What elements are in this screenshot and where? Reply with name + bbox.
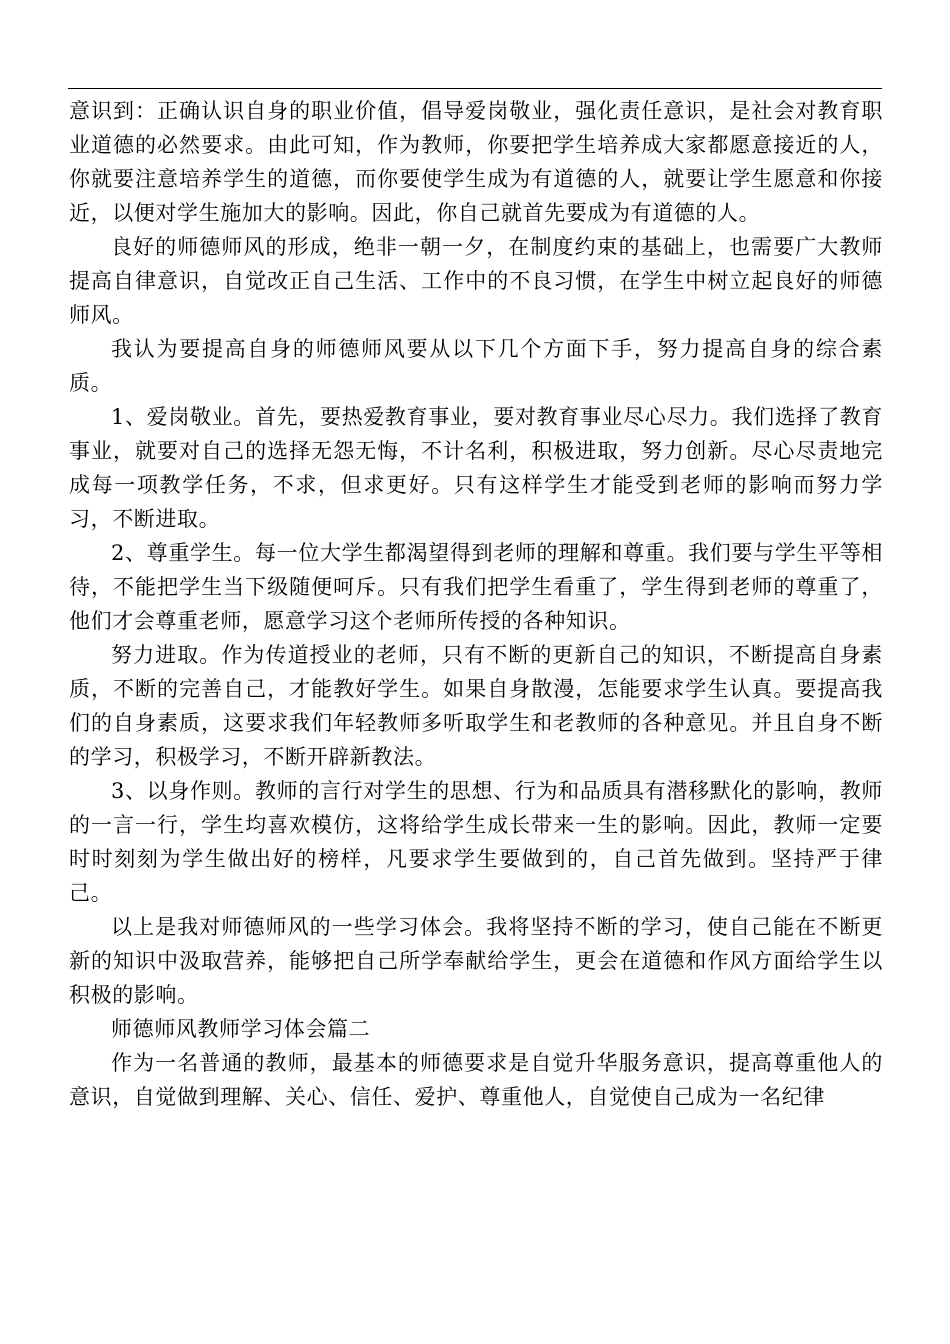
- paragraph: 以上是我对师德师风的一些学习体会。我将坚持不断的学习，使自己能在不断更新的知识中汲取营养，能够把自己所学奉献给学生，更会在道德和作风方面给学生以积极的影响。: [69, 915, 883, 1007]
- paragraph: 3、以身作则。教师的言行对学生的思想、行为和品质具有潜移默化的影响，教师的一言一行，学生均喜欢模仿，这将给学生成长带来一生的影响。因此，教师一定要时时刻刻为学生做出好的榜样，凡要求学生要做到的，自己首先做到。坚持严于律己。: [69, 779, 883, 905]
- paragraph: 努力进取。作为传道授业的老师，只有不断的更新自己的知识，不断提高自身素质，不断的完善自己，才能教好学生。如果自身散漫，怎能要求学生认真。要提高我们的自身素质，这要求我们年轻教师多听取学生和老教师的各种意见。并且自身不断的学习，积极学习，不断开辟新教法。: [69, 643, 883, 769]
- section-heading: 师德师风教师学习体会篇二: [111, 1017, 371, 1041]
- paragraph: 我认为要提高自身的师德师风要从以下几个方面下手，努力提高自身的综合素质。: [69, 337, 883, 395]
- header-rule: [68, 88, 882, 89]
- paragraph: 2、尊重学生。每一位大学生都渴望得到老师的理解和尊重。我们要与学生平等相待，不能把学生当下级随便呵斥。只有我们把学生看重了，学生得到老师的尊重了，他们才会尊重老师，愿意学习这个老师所传授的各种知识。: [69, 541, 883, 633]
- paragraph-continued: 意识到：正确认识自身的职业价值，倡导爱岗敬业，强化责任意识，是社会对教育职业道德的必然要求。由此可知，作为教师，你要把学生培养成大家都愿意接近的人，你就要注意培养学生的道德，而你要使学生成为有道德的人，就要让学生愿意和你接近，以便对学生施加大的影响。因此，你自己就首先要成为有道德的人。: [69, 99, 883, 225]
- document-body: [69, 94, 883, 1114]
- paragraph: 1、爱岗敬业。首先，要热爱教育事业，要对教育事业尽心尽力。我们选择了教育事业，就要对自己的选择无怨无悔，不计名利，积极进取，努力创新。尽心尽责地完成每一项教学任务，不求，但求更好。只有这样学生才能受到老师的影响而努力学习，不断进取。: [69, 405, 883, 531]
- paragraph: 作为一名普通的教师，最基本的师德要求是自觉升华服务意识，提高尊重他人的意识，自觉做到理解、关心、信任、爱护、尊重他人，自觉使自己成为一名纪律: [69, 1051, 883, 1109]
- paragraph: 良好的师德师风的形成，绝非一朝一夕，在制度约束的基础上，也需要广大教师提高自律意识，自觉改正自己生活、工作中的不良习惯，在学生中树立起良好的师德师风。: [69, 235, 883, 327]
